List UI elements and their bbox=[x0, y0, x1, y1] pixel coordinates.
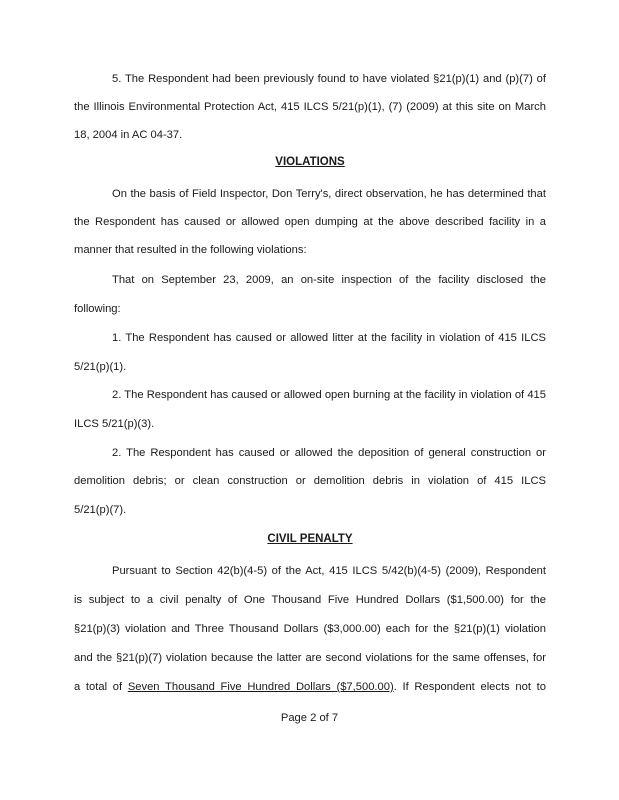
violation-item-3-line-3: 5/21(p)(7). bbox=[74, 504, 127, 516]
civil-penalty-line-4: and the §21(p)(7) violation because the latter are second violations for the same offenses, for bbox=[74, 652, 546, 664]
violations-intro-line-3: manner that resulted in the following violations: bbox=[74, 244, 307, 256]
paragraph-5-line-3: 18, 2004 in AC 04-37. bbox=[74, 129, 183, 141]
violation-item-1-line-1: 1. The Respondent has caused or allowed litter at the facility in violation of 415 ILCS bbox=[112, 332, 546, 344]
civil-penalty-line-1: Pursuant to Section 42(b)(4-5) of the Act, 415 ILCS 5/42(b)(4-5) (2009), Respondent bbox=[112, 565, 546, 577]
page-number: Page 2 of 7 bbox=[280, 712, 339, 724]
paragraph-5-line-2: the Illinois Environmental Protection Act, 415 ILCS 5/21(p)(1), (7) (2009) at this site on March bbox=[74, 101, 546, 113]
civil-penalty-line-2: is subject to a civil penalty of One Thousand Five Hundred Dollars ($1,500.00) for the bbox=[74, 594, 546, 606]
violations-intro-line-1: On the basis of Field Inspector, Don Terry's, direct observation, he has determined that bbox=[112, 188, 546, 200]
civil-penalty-line-5-prefix: a total of bbox=[74, 681, 128, 693]
civil-penalty-line-5 bbox=[74, 680, 546, 694]
inspection-line-2: following: bbox=[74, 303, 121, 315]
violation-item-3-line-1: 2. The Respondent has caused or allowed the deposition of general construction or bbox=[112, 447, 546, 459]
violation-item-2-line-1: 2. The Respondent has caused or allowed open burning at the facility in violation of 415 bbox=[112, 389, 546, 401]
violations-heading: VIOLATIONS bbox=[275, 156, 345, 168]
violations-intro-line-2: the Respondent has caused or allowed open dumping at the above described facility in a bbox=[74, 216, 546, 228]
civil-penalty-line-5-suffix: . If Respondent elects not to bbox=[393, 681, 546, 693]
civil-penalty-line-3: §21(p)(3) violation and Three Thousand Dollars ($3,000.00) each for the §21(p)(1) violation bbox=[74, 623, 546, 635]
civil-penalty-heading: CIVIL PENALTY bbox=[267, 533, 353, 545]
total-penalty-amount: Seven Thousand Five Hundred Dollars ($7,500.00) bbox=[127, 681, 394, 693]
violation-item-1-line-2: 5/21(p)(1). bbox=[74, 361, 127, 373]
violation-item-2-line-2: ILCS 5/21(p)(3). bbox=[74, 418, 155, 430]
violation-item-3-line-2: demolition debris; or clean construction or demolition debris in violation of 415 ILCS bbox=[74, 475, 546, 487]
paragraph-5-line-1: 5. The Respondent had been previously found to have violated §21(p)(1) and (p)(7) of bbox=[112, 73, 546, 85]
inspection-line-1: That on September 23, 2009, an on-site inspection of the facility disclosed the bbox=[112, 274, 546, 286]
